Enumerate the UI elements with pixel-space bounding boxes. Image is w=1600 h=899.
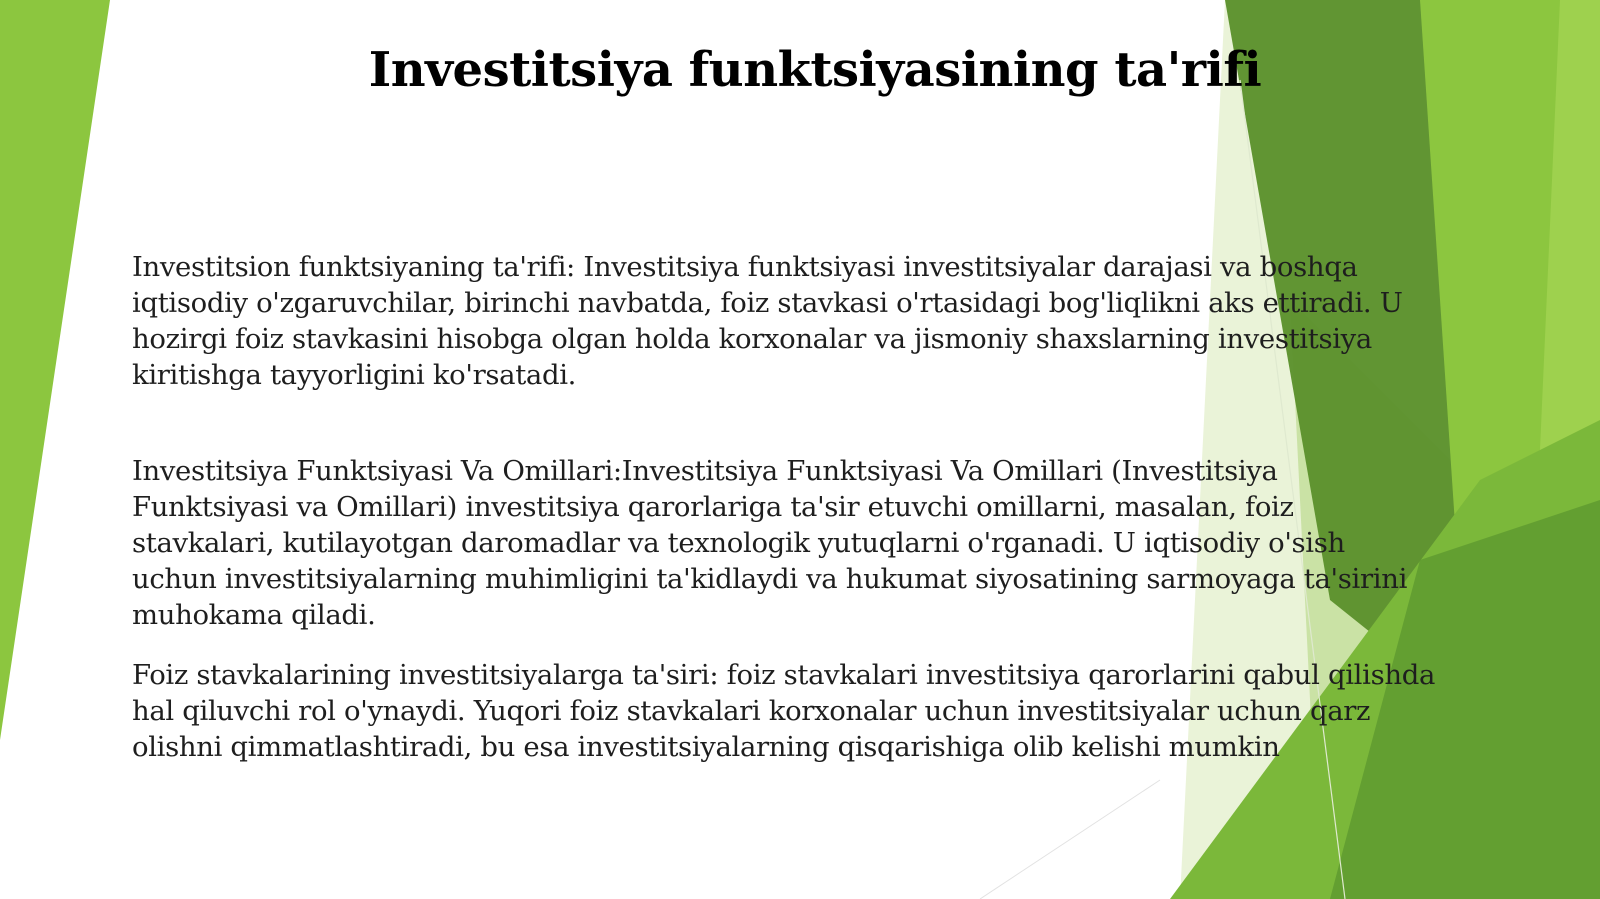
slide-title: Investitsiya funktsiyasining ta'rifi (368, 42, 1262, 98)
paragraph-investment-function-factors: Investitsiya Funktsiyasi Va Omillari:Investitsiya Funktsiyasi Va Omillari (Investitsiya Funktsiyasi va Omillari) investitsiya qarorlariga ta'sir etuvchi omillarni, masalan, foiz stavkalari, kutilayotgan daromadlar va texnologik yutuqlarni o'rganadi. U iqtisodiy o'sish uchun investitsiyalarning muhimligini ta'kidlaydi va hukumat siyosatining sarmoyaga ta'sirini muhokama qiladi. (132, 455, 1408, 631)
left-green-shape (0, 0, 110, 740)
slide-body (132, 249, 1512, 765)
decor-line-2 (980, 780, 1160, 899)
paragraph-investment-function-definition: Investitsion funktsiyaning ta'rifi: Investitsiya funktsiyasi investitsiyalar darajasi va boshqa iqtisodiy o'zgaruvchilar, birinchi navbatda, foiz stavkasi o'rtasidagi bog'liqlikni aks ettiradi. U hozirgi foiz stavkasini hisobga olgan holda korxonalar va jismoniy shaxslarning investitsiya kiritishga tayyorligini ko'rsatadi. (132, 251, 1403, 391)
paragraph-interest-rate-impact: Foiz stavkalarining investitsiyalarga ta'siri: foiz stavkalari investitsiya qarorlarini qabul qilishda hal qiluvchi rol o'ynaydi. Yuqori foiz stavkalari korxonalar uchun investitsiyalar uchun qarz olishni qimmatlashtiradi, bu esa investitsiyalarning qisqarishiga olib kelishi mumkin (132, 659, 1435, 763)
